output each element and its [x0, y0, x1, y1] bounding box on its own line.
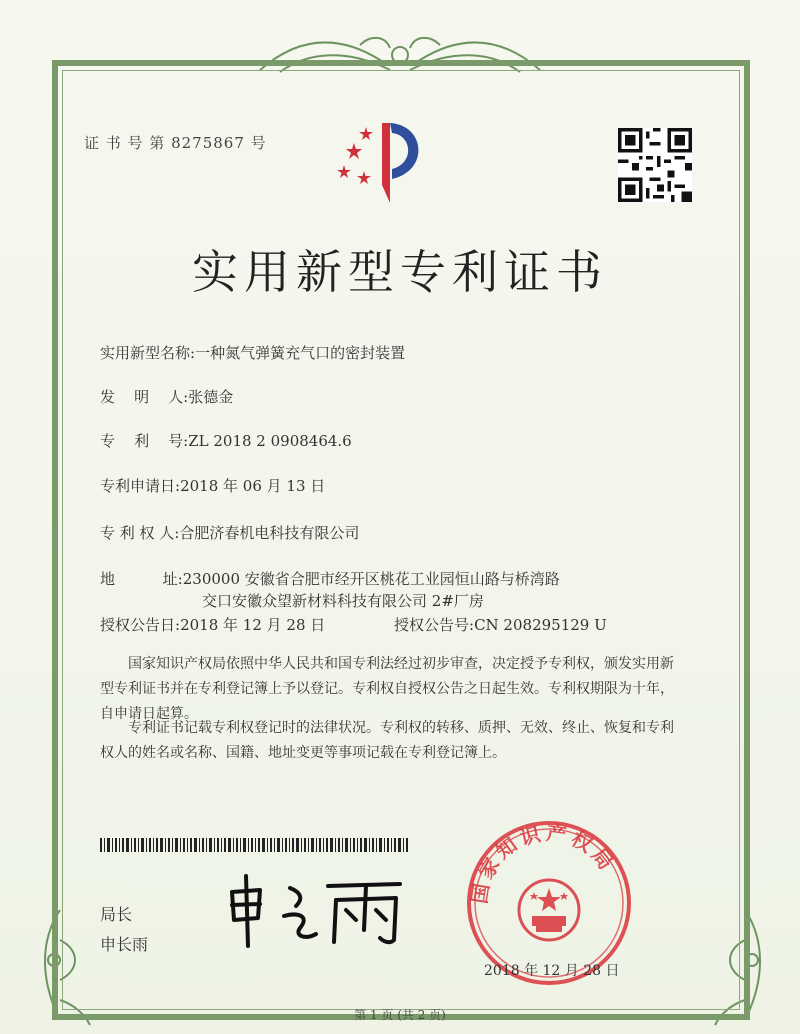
patent-office-logo	[330, 115, 440, 205]
address-label: 地 址:	[100, 570, 183, 588]
seal-date: 2018 年 12 月 28 日	[484, 963, 620, 979]
field-inventor	[100, 386, 233, 407]
paragraph-legal-status: 专利证书记载专利权登记时的法律状况。专利权的转移、质押、无效、终止、恢复和专利权人的姓名或名称、国籍、地址变更等事项记载在专利登记簿上。	[100, 720, 674, 761]
grant-number-value: CN 208295129 U	[474, 616, 607, 634]
name-label: 实用新型名称:	[100, 344, 196, 362]
grant-date-label: 授权公告日:	[100, 616, 181, 634]
qr-code	[618, 128, 692, 202]
director-name: 申长雨	[100, 935, 149, 954]
field-address	[100, 568, 560, 589]
patent-number-label: 专 利 号:	[100, 432, 189, 450]
field-patent-number	[100, 430, 352, 451]
paragraph-grant-statement: 国家知识产权局依照中华人民共和国专利法经过初步审查，决定授予专利权，颁发实用新型专利证书并在专利登记簿上予以登记。专利权自授权公告之日起生效。专利权期限为十年，自申请日起算。	[100, 656, 674, 722]
address-value-line1: 230000 安徽省合肥市经开区桃花工业园恒山路与桥湾路	[182, 570, 560, 588]
certificate-title: 实用新型专利证书	[192, 245, 608, 299]
svg-text:国家知识产权局	[467, 820, 620, 905]
certificate-number: 证 书 号 第 8275867 号	[84, 134, 267, 152]
field-grant-number	[394, 614, 607, 635]
inventor-label: 发 明 人:	[100, 388, 189, 406]
field-utility-model-name	[100, 342, 405, 363]
patentee-value: 合肥济春机电科技有限公司	[179, 524, 360, 542]
application-date-value: 2018 年 06 月 13 日	[180, 477, 326, 495]
field-patentee	[100, 522, 359, 543]
field-grant-date	[100, 614, 325, 635]
seal-text: 国家知识产权局	[467, 820, 621, 906]
name-value: 一种氮气弹簧充气口的密封装置	[195, 344, 406, 362]
grant-date-value: 2018 年 12 月 28 日	[180, 616, 326, 634]
barcode	[100, 838, 410, 852]
application-date-label: 专利申请日:	[100, 477, 181, 495]
field-address-line2	[202, 590, 484, 611]
address-value-line2: 交口安徽众望新材料科技有限公司 2#厂房	[202, 592, 484, 610]
page-indicator: 第 1 页 (共 2 页)	[354, 1008, 446, 1022]
patentee-label: 专 利 权 人:	[100, 524, 180, 542]
patent-number-value: ZL 2018 2 0908464.6	[188, 432, 352, 450]
grant-number-label: 授权公告号:	[394, 616, 475, 634]
handwritten-signature	[220, 870, 410, 950]
director-title: 局长	[100, 905, 133, 924]
field-application-date	[100, 475, 325, 496]
inventor-value: 张德金	[188, 388, 234, 406]
